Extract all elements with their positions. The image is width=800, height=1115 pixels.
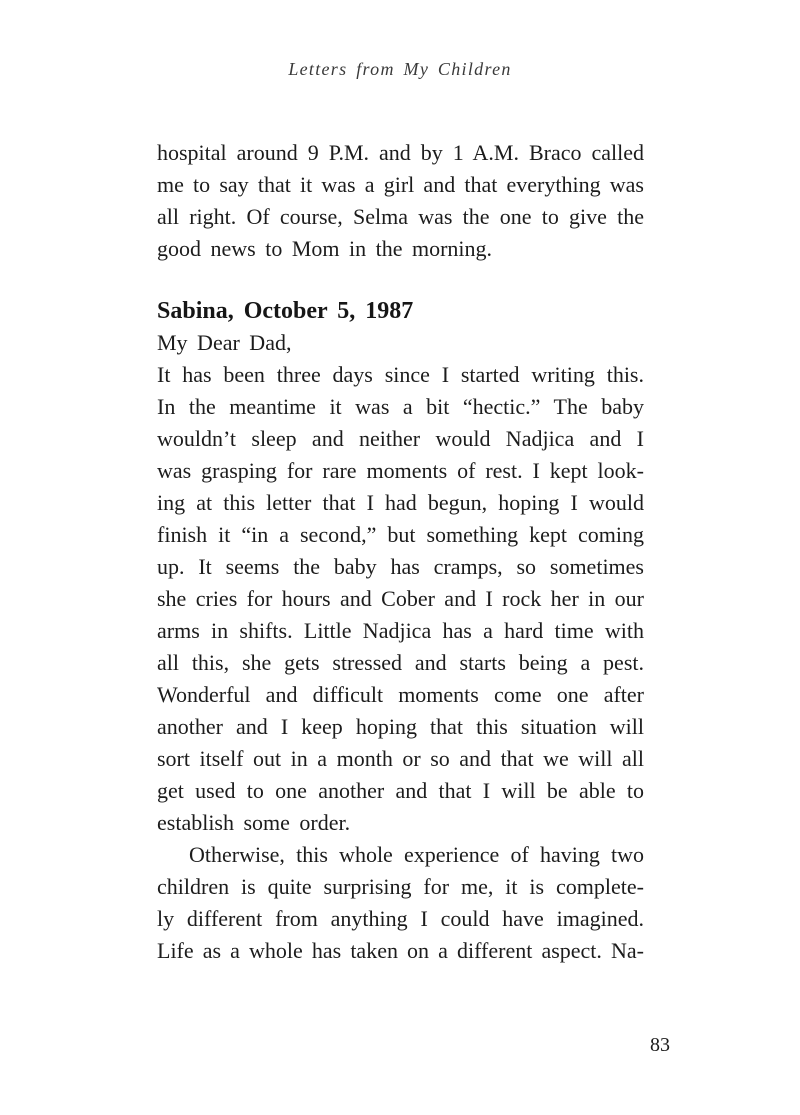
- text-line: good news to Mom in the morning.: [157, 236, 493, 261]
- text-line: me to say that it was a girl and that everything was: [157, 172, 644, 197]
- text-line: sort itself out in a month or so and that we will all: [157, 746, 644, 771]
- text-line: up. It seems the baby has cramps, so sometimes: [157, 554, 644, 579]
- paragraph: [157, 137, 644, 265]
- text-line: all right. Of course, Selma was the one to give the: [157, 204, 644, 229]
- paragraph: [157, 327, 644, 839]
- text-line: finish it “in a second,” but something kept coming: [157, 522, 644, 547]
- text-line: ing at this letter that I had begun, hoping I would: [157, 490, 644, 515]
- text-column: [157, 137, 644, 967]
- text-line: establish some order.: [157, 810, 351, 835]
- text-line: It has been three days since I started writing this.: [157, 362, 644, 387]
- text-line: all this, she gets stressed and starts being a pest.: [157, 650, 644, 675]
- text-line: children is quite surprising for me, it is complete-: [157, 874, 644, 899]
- text-line: another and I keep hoping that this situation will: [157, 714, 644, 739]
- paragraph: [157, 839, 644, 967]
- text-line: arms in shifts. Little Nadjica has a hard time with: [157, 618, 644, 643]
- text-line: Wonderful and difficult moments come one after: [157, 682, 644, 707]
- page-number: 83: [650, 1034, 670, 1056]
- text-line: In the meantime it was a bit “hectic.” The baby: [157, 394, 644, 419]
- text-line: ly different from anything I could have imagined.: [157, 906, 644, 931]
- text-line: hospital around 9 P.M. and by 1 A.M. Braco called: [157, 140, 644, 165]
- text-line: My Dear Dad,: [157, 330, 292, 355]
- text-line: Life as a whole has taken on a different aspect. Na-: [157, 938, 644, 963]
- text-line: Otherwise, this whole experience of having two: [189, 842, 644, 867]
- running-head: Letters from My Children: [288, 59, 512, 79]
- text-line: she cries for hours and Cober and I rock her in our: [157, 586, 644, 611]
- text-line: wouldn’t sleep and neither would Nadjica and I: [157, 426, 644, 451]
- letter-heading: Sabina, October 5, 1987: [157, 298, 414, 324]
- text-line: get used to one another and that I will be able to: [157, 778, 644, 803]
- text-line: was grasping for rare moments of rest. I kept look-: [157, 458, 644, 483]
